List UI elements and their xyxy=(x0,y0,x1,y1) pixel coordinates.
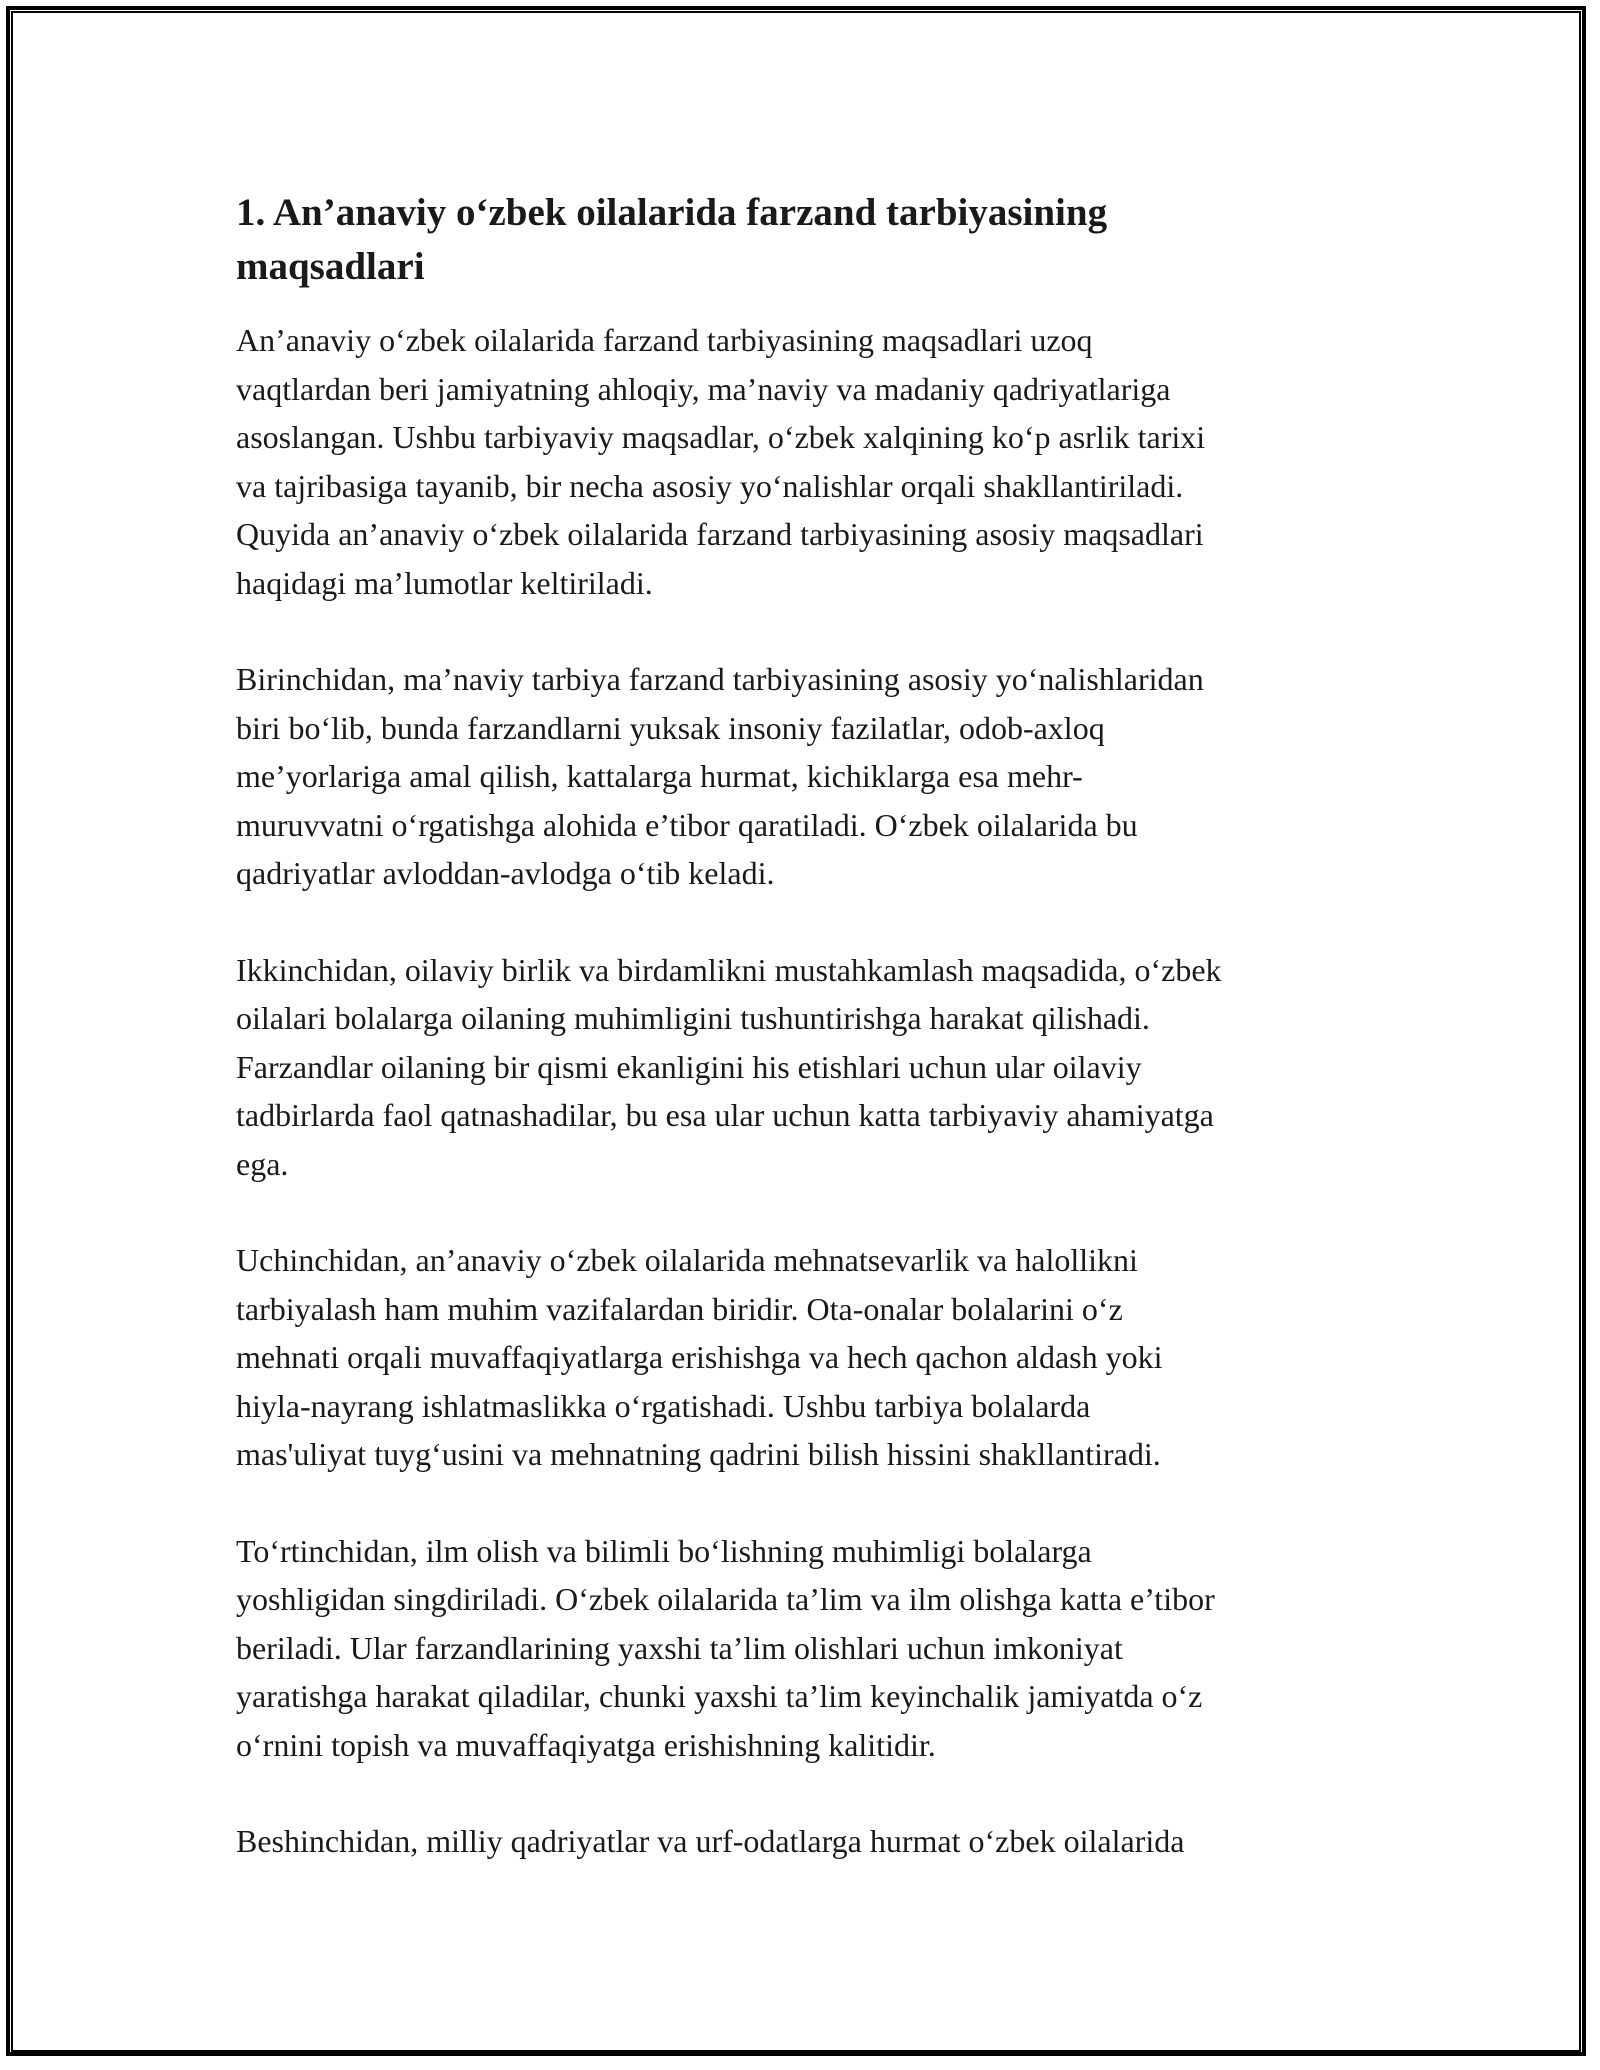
text-line: va tajribasiga tayanib, bir necha asosiy yo‘nalishlar orqali shakllantiriladi. xyxy=(236,467,1184,504)
text-line: qadriyatlar avloddan-avlodga o‘tib keladi. xyxy=(236,855,775,891)
text-line: mehnati orqali muvaffaqiyatlarga erishishga va hech qachon aldash yoki xyxy=(236,1339,1163,1375)
text-line: beriladi. Ular farzandlarining yaxshi ta’lim olishlari uchun imkoniyat xyxy=(236,1629,1123,1666)
text-line: Quyida an’anaviy o‘zbek oilalarida farzand tarbiyasining asosiy maqsadlari xyxy=(236,516,1204,552)
text-line: Uchinchidan, an’anaviy o‘zbek oilalarida mehnatsevarlik va halollikni xyxy=(236,1242,1138,1278)
text-line: o‘rnini topish va muvaffaqiyatga erishishning kalitidir. xyxy=(236,1726,936,1763)
document-body xyxy=(236,186,1376,1914)
paragraph-fifth xyxy=(236,1817,1376,1866)
text-line: biri bo‘lib, bunda farzandlarni yuksak insoniy fazilatlar, odob-axloq xyxy=(236,709,1105,746)
text-line: Farzandlar oilaning bir qismi ekanligini his etishlari uchun ular oilaviy xyxy=(236,1048,1142,1085)
heading-line: 1. An’anaviy o‘zbek oilalarida farzand tarbiyasining xyxy=(236,191,1108,234)
text-line: muruvvatni o‘rgatishga alohida e’tibor qaratiladi. O‘zbek oilalarida bu xyxy=(236,806,1138,843)
paragraph-intro xyxy=(236,316,1376,607)
text-line: ega. xyxy=(236,1145,289,1182)
section-heading xyxy=(236,186,1376,294)
paragraph-fourth xyxy=(236,1527,1376,1770)
text-line: me’yorlariga amal qilish, kattalarga hurmat, kichiklarga esa mehr- xyxy=(236,758,1083,794)
heading-line: maqsadlari xyxy=(236,245,425,288)
paragraph-third xyxy=(236,1236,1376,1479)
text-line: oilalari bolalarga oilaning muhimligini tushuntirishga harakat qilishadi. xyxy=(236,1000,1150,1036)
text-line: yaratishga harakat qiladilar, chunki yaxshi ta’lim keyinchalik jamiyatda o‘z xyxy=(236,1678,1203,1714)
text-line: To‘rtinchidan, ilm olish va bilimli bo‘lishning muhimligi bolalarga xyxy=(236,1532,1092,1569)
text-line: haqidagi ma’lumotlar keltiriladi. xyxy=(236,564,653,601)
text-line: vaqtlardan beri jamiyatning ahloqiy, ma’naviy va madaniy qadriyatlariga xyxy=(236,370,1171,407)
text-line: tarbiyalash ham muhim vazifalardan biridir. Ota-onalar bolalarini o‘z xyxy=(236,1290,1123,1327)
text-line: An’anaviy o‘zbek oilalarida farzand tarbiyasining maqsadlari uzoq xyxy=(236,322,1093,358)
text-line: yoshligidan singdiriladi. O‘zbek oilalarida ta’lim va ilm olishga katta e’tibor xyxy=(236,1581,1215,1617)
text-line: Ikkinchidan, oilaviy birlik va birdamlikni mustahkamlash maqsadida, o‘zbek xyxy=(236,951,1222,988)
text-line: asoslangan. Ushbu tarbiyaviy maqsadlar, o‘zbek xalqining ko‘p asrlik tarixi xyxy=(236,419,1206,455)
text-line: Beshinchidan, milliy qadriyatlar va urf-odatlarga hurmat o‘zbek oilalarida xyxy=(236,1823,1185,1859)
paragraph-second xyxy=(236,946,1376,1189)
text-line: tadbirlarda faol qatnashadilar, bu esa ular uchun katta tarbiyaviy ahamiyatga xyxy=(236,1097,1214,1133)
text-line: Birinchidan, ma’naviy tarbiya farzand tarbiyasining asosiy yo‘nalishlaridan xyxy=(236,661,1204,697)
text-line: mas'uliyat tuyg‘usini va mehnatning qadrini bilish hissini shakllantiradi. xyxy=(236,1436,1161,1472)
paragraph-first xyxy=(236,655,1376,898)
text-line: hiyla-nayrang ishlatmaslikka o‘rgatishadi. Ushbu tarbiya bolalarda xyxy=(236,1387,1091,1424)
